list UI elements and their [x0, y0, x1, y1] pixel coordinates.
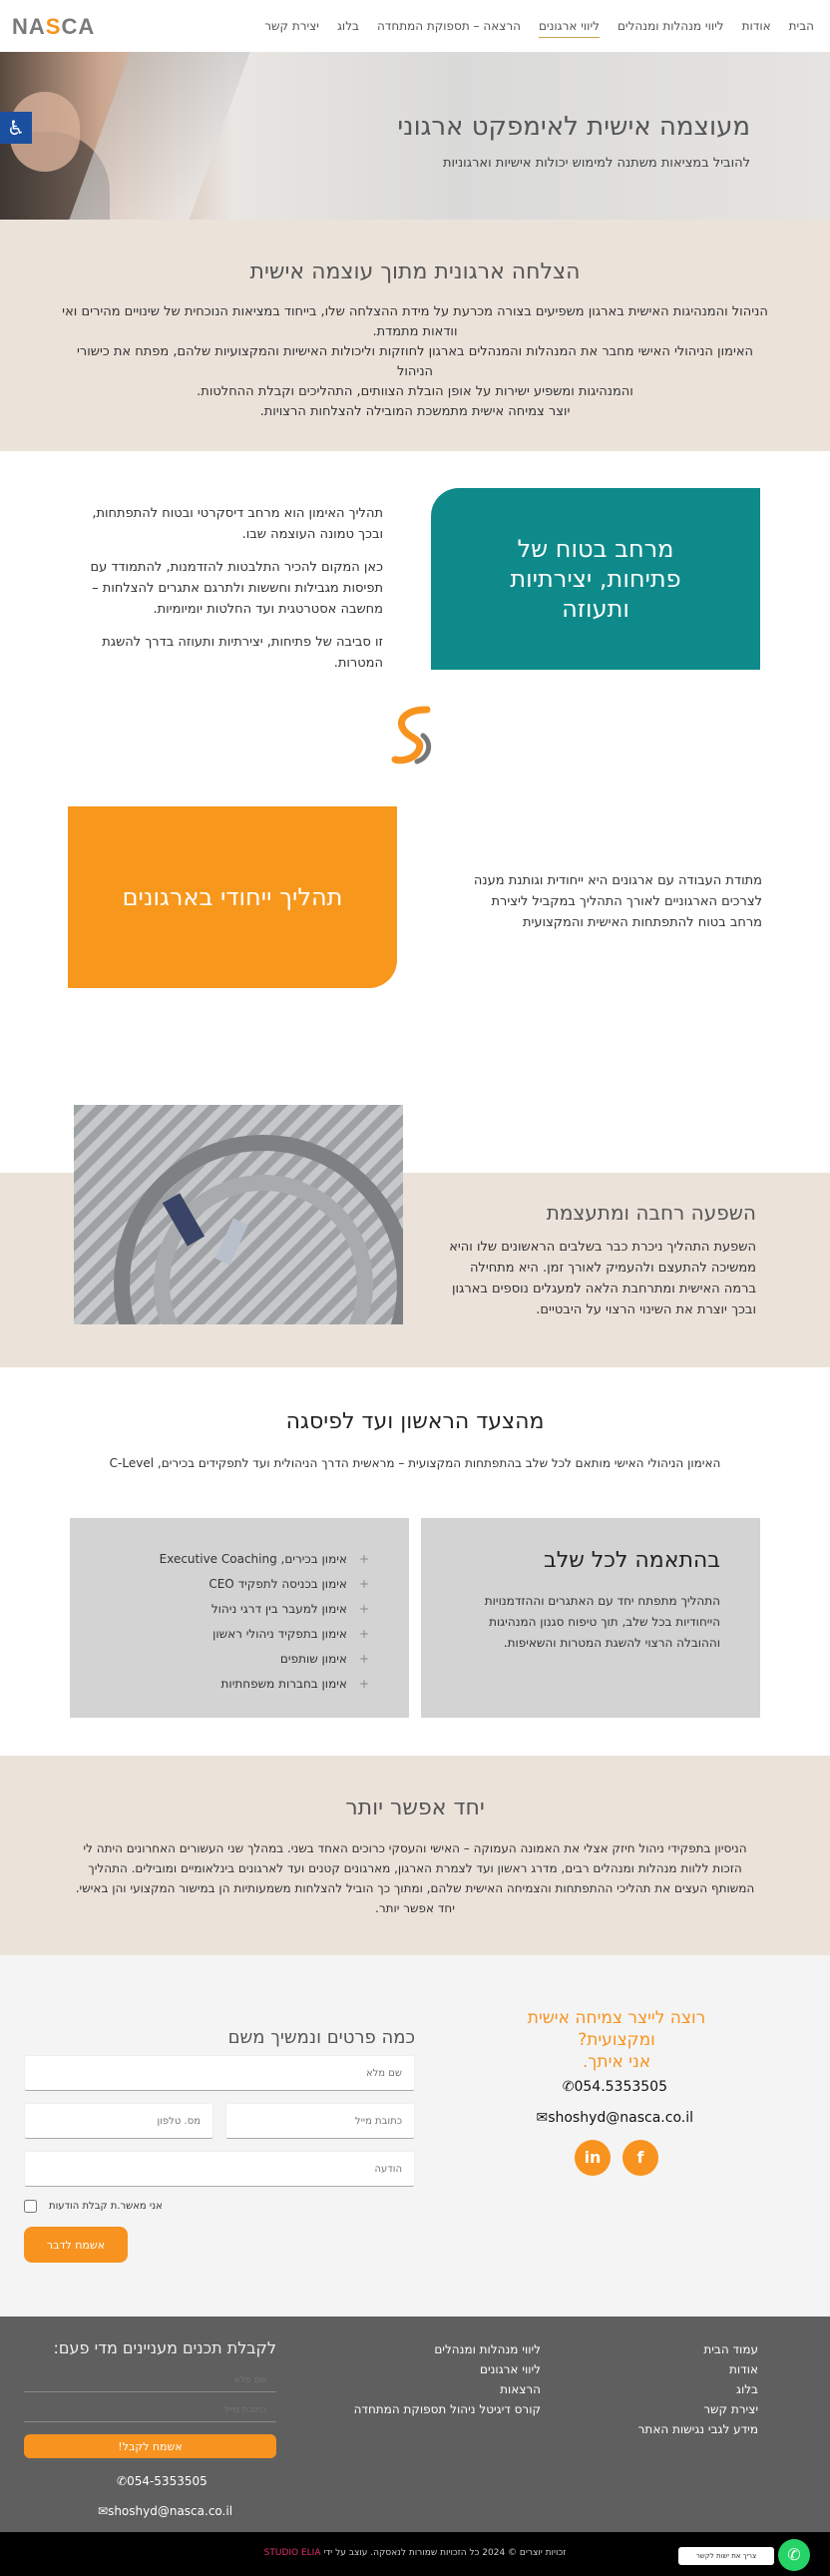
stages-section [0, 1367, 830, 1718]
impact-section [0, 1173, 830, 1367]
contact-phone[interactable]: ✆054.5353505 [562, 2079, 667, 2095]
intro-title: הצלחה ארגונית מתוך עוצמה אישית [249, 259, 581, 284]
nav-about[interactable]: אודות [741, 18, 771, 33]
unique-process-text: מתודת העבודה עם ארגונים היא ייחודית וגותנת מענה לצרכים הארגוניים לאורך התהליך במקביל ליצירת מרחב בטוח להתפתחות האישית והמקצועית [473, 873, 762, 930]
intro-line: הניהול והמנהיגות האישית בארגון משפיעים בצורה מכרעת על מידת ההצלחה שלו, בייחוד במציאות הנוכחית של שינויים מהירים ואי [62, 304, 768, 319]
list-item: + אימון למעבר בין דרגי ניהול [110, 1602, 369, 1616]
stage-card-title: בהתאמה לכל שלב [543, 1548, 720, 1573]
form-title: כמה פרטים ונמשיך משם [227, 2027, 415, 2048]
copyright-bar [0, 2532, 830, 2576]
footer-link-lectures[interactable]: הרצאות [500, 2382, 541, 2396]
stages-subtitle: האימון הניהולי האישי מותאם לכל שלב בהתפתחות המקצועית – מראשית הדרך הניהולית ועד לתפקידים בכירים, C-Level [109, 1456, 721, 1470]
contact-section [0, 1955, 830, 2317]
nav-organizations[interactable]: ליווי ארגונים [539, 15, 600, 38]
footer-link-home[interactable]: עמוד הבית [703, 2342, 758, 2356]
intro-line: והמנהיגות ומשפיע ישירות על אופן הובלת הצוותים, התהליכים וקבלת ההחלטות. [197, 384, 633, 399]
approach-section [0, 451, 830, 1173]
footer-link-about[interactable]: אודות [729, 2362, 758, 2376]
facebook-icon[interactable]: f [622, 2140, 658, 2176]
whatsapp-icon[interactable]: ✆ [778, 2539, 810, 2571]
footer-link-contact[interactable]: יצירת קשר [703, 2402, 758, 2416]
footer-col-main [638, 2342, 758, 2442]
coaching-types-list [110, 1548, 369, 1691]
copyright-text: זכויות יוצרים © 2024 כל הזכויות שמורות לנאסקה. עוצב על ידי STUDIO ELIA [263, 2548, 567, 2558]
nav-home[interactable]: הבית [788, 18, 814, 33]
footer-link-course[interactable]: קורס דיגיטל ניהול תספוקת המתחדה [353, 2402, 541, 2416]
phone-field[interactable] [24, 2103, 213, 2139]
footer-link-managers[interactable]: ליווי מנהלות ומנהלים [434, 2342, 541, 2356]
linkedin-icon[interactable]: in [575, 2140, 611, 2176]
stages-cards [0, 1518, 830, 1718]
studio-link[interactable]: STUDIO ELIA [263, 2548, 321, 2558]
safe-space-box: מרחב בטוח של פתיחות, יצירתיות ותעוזה [431, 488, 760, 670]
together-section [0, 1756, 830, 1955]
jumping-people-photo [74, 1105, 403, 1324]
site-footer [0, 2317, 830, 2532]
nav-lecture[interactable]: הרצאה – תספוקת המתחדה [376, 18, 521, 33]
safe-space-text: תהליך האימון הוא מרחב דיסקרטי ובטוח להתפתחות, ובכך טמונה העוצמה שבו. כאן המקום להכיר התלבטות להזדמנות, להתמודד עם תפיסות מגבילות וחששות ולתרגם אתגרים להצלחות – מחשבה אסטרטגית ועד החלטות יומיומיות. זו סביבה של פתיחות, יצירתיות ותעוזה בדרך להשגת המטרות. [90, 506, 383, 671]
nav-managers[interactable]: ליווי מנהלות ומנהלים [617, 18, 724, 33]
intro-section [0, 220, 830, 451]
intro-line: האימון הניהולי האישי מחבר את המנהלות והמנהלים בארגון לחוזקות וליכולות האישיות והמקצועיות שלהם, מפתח את כישורי הניהול [76, 344, 754, 379]
nav-contact[interactable]: יצירת קשר [264, 18, 319, 33]
submit-button[interactable]: אשמח לדבר [24, 2227, 128, 2263]
hero-subtitle: להוביל במציאות משתנה למימוש יכולות אישיות וארגוניות [442, 156, 750, 171]
together-title: יחד אפשר יותר [345, 1796, 485, 1820]
impact-text: השפעת התהליך ניכרת כבר בשלבים הראשונים שלו והיא ממשיכה להתעצם ולהעמיק לאורך זמן. היא מתחילה ברמה האישית ומתרחבת הלאה למעגלים נוספים בארגון ובכך יוצרת את השינוי הרצוי על היבטיים. [449, 1240, 756, 1317]
hero-title: מעוצמה אישית לאימפקט ארגוני [397, 112, 750, 142]
footer-email[interactable]: ✉shoshyd@nasca.co.il [98, 2504, 233, 2518]
site-header [0, 0, 830, 52]
list-item: + אימון שותפים [110, 1652, 369, 1666]
nav-blog[interactable]: בלוג [336, 18, 359, 33]
main-nav [264, 15, 814, 38]
footer-col-services [354, 2342, 541, 2422]
stage-fit-card [421, 1518, 760, 1718]
email-field[interactable] [225, 2103, 415, 2139]
newsletter-button[interactable]: אשמח לקבל! [24, 2434, 276, 2458]
intro-line: וודאות מתמדת. [372, 324, 458, 339]
coaching-types-card [70, 1518, 409, 1718]
hero-photo-light [69, 52, 249, 220]
newsletter-title: לקבלת תכנים מעניינים מדי פעם: [53, 2338, 276, 2357]
list-item: + אימון בכניסה לתפקיד CEO [110, 1577, 369, 1591]
consent-check[interactable] [24, 2200, 37, 2213]
footer-link-organizations[interactable]: ליווי ארגונים [479, 2362, 541, 2376]
accessibility-icon[interactable]: ♿ [0, 112, 32, 144]
list-item: + אימון בתפקיד ניהולי ראשון [110, 1627, 369, 1641]
message-field[interactable] [24, 2151, 415, 2187]
unique-process-box: תהליך ייחודי בארגונים [68, 806, 397, 988]
contact-cta: רוצה לייצר צמיחה אישית ומקצועית? אני איתך. [527, 2008, 706, 2072]
newsletter-email-input[interactable] [24, 2398, 276, 2422]
stages-title: מהצעד הראשון ועד לפיסגה [285, 1409, 545, 1434]
list-item: + אימון בחברות משפחתיות [110, 1677, 369, 1691]
s-logo-icon [389, 706, 439, 766]
stage-card-text: התהליך מתפתח יחד עם האתגרים וההזדמנויות הייחודיות בכל שלב, תוך טיפוח סגנון המנהיגות וההובלה הרצוי להשגת המטרות והשאיפות. [484, 1594, 720, 1650]
newsletter-name-input[interactable] [24, 2368, 276, 2392]
footer-link-accessibility[interactable]: מידע לגבי נגישות האתר [637, 2422, 758, 2436]
consent-checkbox[interactable]: אני מאשר.ת קבלת הודעות [24, 2200, 163, 2213]
intro-line: יוצר צמיחה אישית מתמשכת המובילה להצלחות הרצויות. [259, 404, 571, 419]
contact-email[interactable]: ✉shoshyd@nasca.co.il [536, 2110, 693, 2126]
impact-title: השפעה רחבה ומתעצמת [546, 1201, 756, 1225]
together-text: הניסיון בתפקידי ניהול חיזק אצלי את האמונה העמוקה – האישי והעסקי כרוכים האחד בשני. במהלך שני העשורים האחרונים היתה לי הזכות ללוות מנהלות ומנהלים רבים, מדרג ראשון ועד לצמרת הארגון, מארגונים קטנים ועד לארגונים בינלאומיים ומובילים. התהליך המשותף העצים את תהליכי ההתפתחות והצמיחה האישית שלהם, ומתוך כך הוביל להצלחות משמעותיות הן במישור המקצועי והן באישי. יחד אפשר יותר. [75, 1841, 755, 1915]
footer-phone[interactable]: ✆054-5353505 [117, 2474, 208, 2488]
whatsapp-bubble[interactable]: צריך את ישות לקשר [678, 2547, 774, 2565]
footer-link-blog[interactable]: בלוג [736, 2382, 758, 2396]
name-field[interactable] [24, 2055, 415, 2091]
nasca-logo[interactable]: NASCA [12, 14, 96, 39]
hero-banner [0, 52, 830, 220]
list-item: + אימון בכירים, Executive Coaching [110, 1552, 369, 1566]
